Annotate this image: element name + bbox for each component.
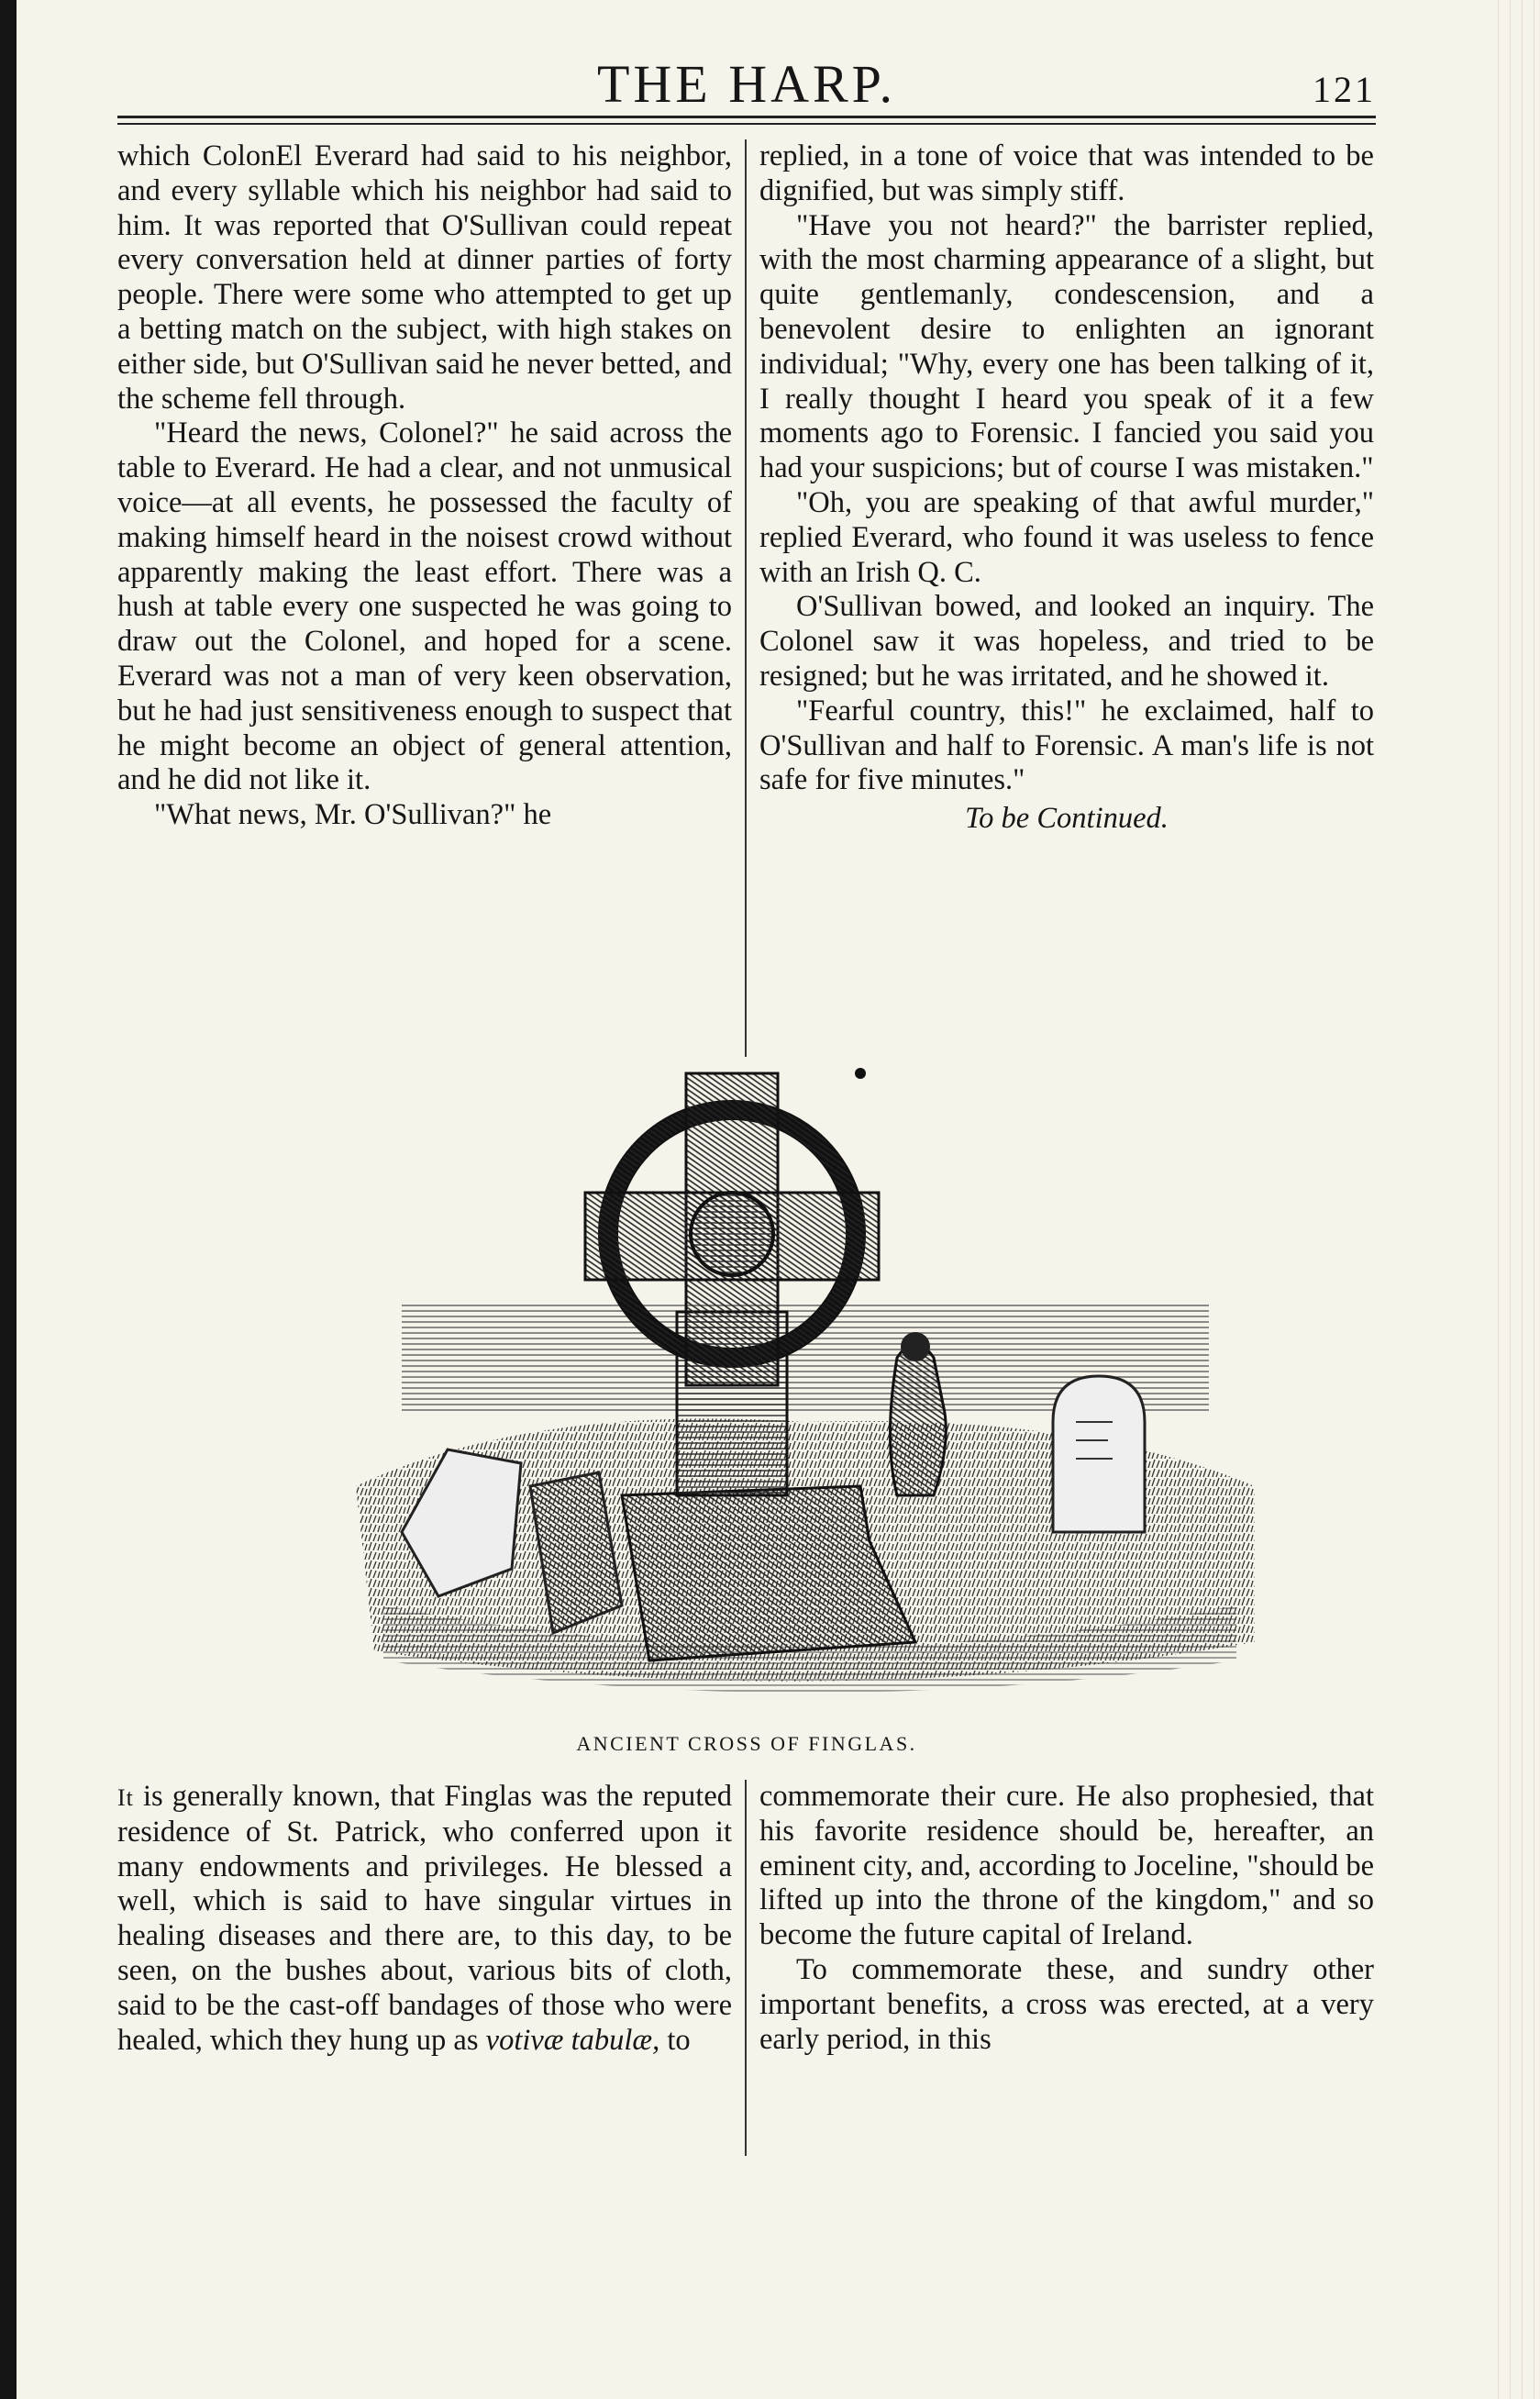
figure-caption: ANCIENT CROSS OF FINGLAS. [576,1732,917,1755]
paragraph: commemorate their cure. He also prophesied, that his favorite residence should be, hereafter, an eminent city, and, according to Joceline, "should be lifted up into the throne of the kingdom," and so become the future capital of Ireland. [759,1780,1374,1952]
serial-story-columns [117,139,1376,1057]
finglas-article-columns [117,1780,1376,2156]
column-divider [745,139,747,1057]
column-divider [745,1780,747,2156]
article-column-left [117,1780,732,2058]
story-column-left [117,139,732,833]
running-title: THE HARP. [596,54,897,114]
header-rule-bottom [117,123,1376,125]
page-number: 121 [1313,69,1376,110]
to-be-continued-note: To be Continued. [965,802,1169,836]
paragraph: replied, in a tone of voice that was intended to be dignified, but was simply stiff. [759,139,1374,207]
paragraph-end: to [659,2023,691,2057]
article-initial-word: It [117,1784,134,1811]
celtic-cross-engraving [347,1055,1264,1716]
paragraph: "Have you not heard?" the barrister replied, with the most charming appearance of a slight, but quite gentlemanly, condescension, and a benevolent desire to enlighten an ignorant individual; "Why, every one has been talking of it, I really thought I heard you speak of it a few moments ago to Forensic. I fancied you said you had your suspicions; but of course I was mistaken." [759,208,1374,485]
magazine-page [117,37,1376,2057]
header-rule-top [117,116,1376,118]
paragraph: "Heard the news, Colonel?" he said across the table to Everard. He had a clear, and not unmusical voice—at all events, he possessed the faculty of making himself heard in the noisest crowd without apparently making the least effort. There was a hush at table every one suspected he was going to draw out the Colonel, and hoped for a scene. Everard was not a man of very keen observation, but he had just sensitiveness enough to suspect that he might become an object of general attention, and he did not like it. [117,416,732,797]
paragraph: is generally known, that Finglas was the reputed residence of St. Patrick, who conferred upon it many endowments and privileges. He blessed a well, which is said to have singular virtues in healing diseases and there are, to this day, to be seen, on the bushes about, various bits of cloth, said to be the cast-off bandages of those who were healed, which they hung up as [117,1780,732,2057]
page-header [117,37,1376,119]
page-stack-edge [1492,0,1540,2399]
latin-phrase: votivæ tabulæ, [485,2023,660,2057]
paragraph: To commemorate these, and sundry other important benefits, a cross was erected, at a very early period, in this [759,1952,1374,2056]
paragraph: "Fearful country, this!" he exclaimed, half to O'Sullivan and half to Forensic. A man's life is not safe for five minutes." [759,694,1374,797]
paragraph: which ColonEl Everard had said to his neighbor, and every syllable which his neighbor had said to him. It was reported that O'Sullivan could repeat every conversation held at dinner parties of forty people. There were some who attempted to get up a betting match on the subject, with high stakes on either side, but O'Sullivan said he never betted, and the scheme fell through. [117,139,732,416]
article-column-right [759,1780,1374,2057]
page-binding-edge [0,0,17,2399]
paragraph: O'Sullivan bowed, and looked an inquiry. The Colonel saw it was hopeless, and tried to be resigned; but he was irritated, and he showed it. [759,590,1374,693]
paragraph: "Oh, you are speaking of that awful murder," replied Everard, who found it was useless to fence with an Irish Q. C. [759,485,1374,589]
paragraph: "What news, Mr. O'Sullivan?" he [154,798,552,832]
story-column-right [759,139,1374,837]
